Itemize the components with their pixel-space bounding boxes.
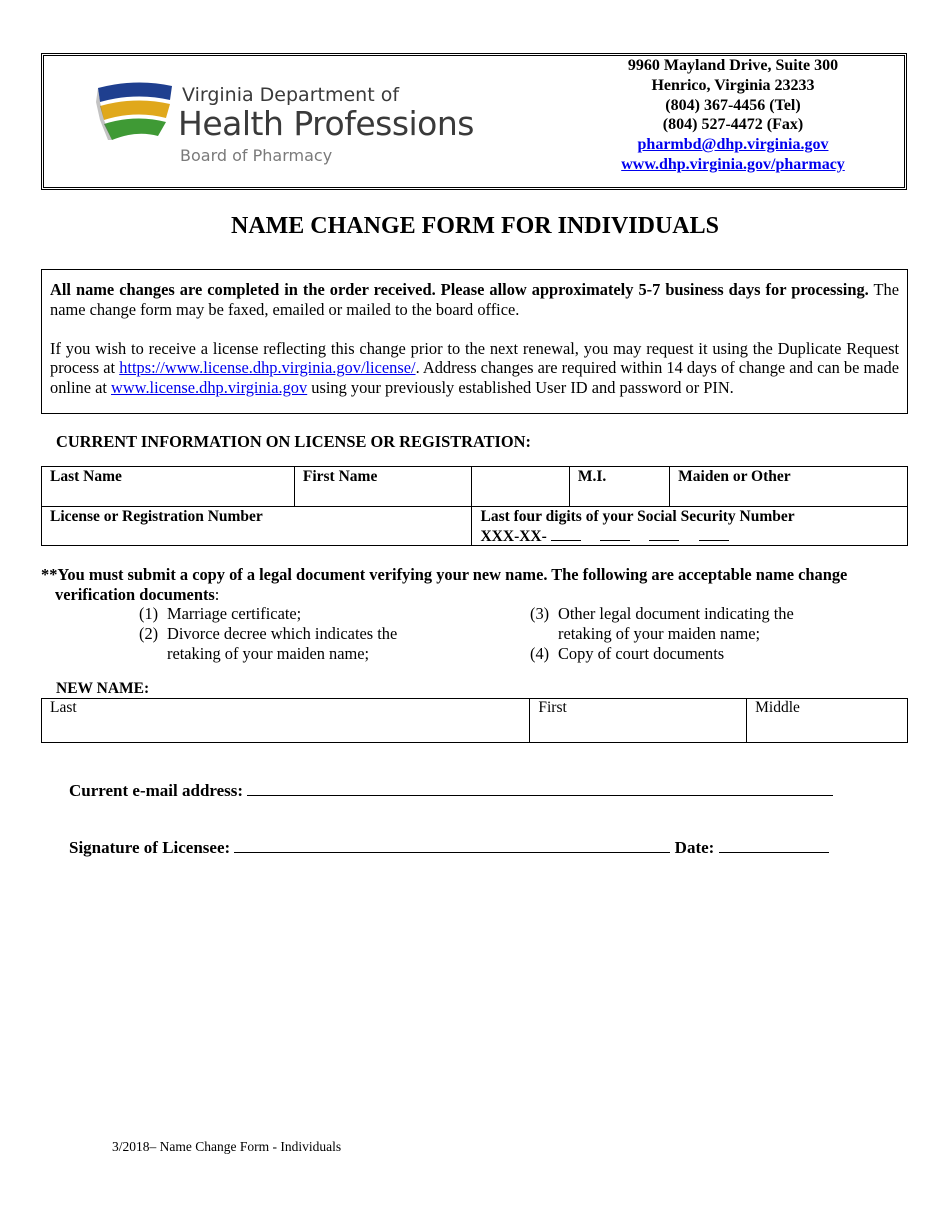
doc-item-2-text: Divorce decree which indicates the [167,624,398,643]
doc-item-1-num: (1) [139,604,159,623]
new-first-name-field[interactable]: First [530,699,747,743]
notice-p2-part1: If you wish to receive a license reflecting this change prior to the next renewal, you may request it using the Duplicate Request process at [50,338,899,378]
doc-item-3 [530,604,794,643]
signature-label: Signature of Licensee: [69,838,231,857]
address-line1: 9960 Mayland Drive, Suite 300 [627,57,839,74]
date-label: Date: [674,838,715,857]
last-name-field[interactable]: Last Name [42,467,295,507]
ssn-cell [472,507,908,546]
notice-bold: All name changes are completed in the order received. Please allow approximately 5-7 business days for processing. [50,280,869,299]
logo-line1: Virginia Department of [182,84,400,106]
verification-lead-bold: **You must submit a copy of a legal document verifying your new name. The following are acceptable name change verification documents [41,565,848,604]
notice-paragraph-2 [50,339,899,398]
new-name-table [41,698,908,743]
contact-block [560,56,906,175]
email-link[interactable]: pharmbd@dhp.virginia.gov [637,136,829,154]
mi-field[interactable]: M.I. [569,467,669,507]
dhp-logo-icon [96,80,174,148]
license-number-field[interactable]: License or Registration Number [42,507,472,546]
doc-item-4 [530,644,724,664]
doc-item-3-num: (3) [530,604,550,623]
ssn-digit-2[interactable] [600,526,630,541]
doc-item-3-text: Other legal document indicating the [558,604,794,623]
website-link[interactable]: www.dhp.virginia.gov/pharmacy [621,155,845,173]
logo-line3: Board of Pharmacy [180,146,333,165]
footer: 3/2018– Name Change Form - Individuals [112,1139,342,1154]
ssn-divider [471,506,472,546]
signature-line[interactable] [234,838,670,853]
new-last-name-field[interactable]: Last [42,699,530,743]
notice-p2-part3: using your previously established User ID and password or PIN. [307,377,734,397]
doc-item-4-num: (4) [530,644,550,663]
doc-item-1 [139,604,301,624]
verification-lead-tail: : [214,584,220,604]
license-site-link[interactable]: www.license.dhp.virginia.gov [111,377,308,397]
phone: (804) 367-4456 (Tel) [665,96,801,114]
doc-item-2-text2: retaking of your maiden name; [167,643,370,663]
logo-line2: Health Professions [178,104,474,143]
dhp-logo [96,78,516,168]
doc-item-3-text2: retaking of your maiden name; [558,623,761,643]
notice-box [41,269,908,414]
date-line[interactable] [719,838,829,853]
duplicate-request-link[interactable]: https://www.license.dhp.virginia.gov/license/ [119,358,416,378]
new-name-heading: NEW NAME: [56,680,150,697]
ssn-label: Last four digits of your Social Security Number [480,508,795,525]
doc-item-2-num: (2) [139,624,159,643]
notice-p2-part2: . Address changes are required within 14 days of change and can be made online at [50,358,899,397]
new-middle-name-field[interactable]: Middle [747,699,908,743]
notice-text1: The name change form may be faxed, emailed or mailed to the board office. [50,280,899,319]
current-info-heading: CURRENT INFORMATION ON LICENSE OR REGISTRATION: [56,432,531,451]
doc-item-1-text: Marriage certificate; [167,604,302,623]
address-line2: Henrico, Virginia 23233 [651,76,815,94]
email-row [69,781,833,801]
ssn-digit-3[interactable] [649,526,679,541]
ssn-digit-4[interactable] [699,526,729,541]
first-name-field-extension [472,467,569,507]
ssn-digit-1[interactable] [551,526,581,541]
current-info-table [41,466,908,546]
page-title: NAME CHANGE FORM FOR INDIVIDUALS [230,213,719,239]
email-input-line[interactable] [247,781,833,796]
email-label: Current e-mail address: [69,781,244,800]
notice-paragraph-1 [50,280,899,319]
first-name-field[interactable]: First Name [294,467,472,507]
doc-item-2 [139,624,397,663]
verification-lead [41,565,911,604]
fax: (804) 527-4472 (Fax) [662,116,804,134]
signature-row [69,838,829,858]
verification-note [41,565,911,604]
maiden-name-field[interactable]: Maiden or Other [670,467,908,507]
doc-item-4-text: Copy of court documents [558,644,725,663]
ssn-prefix: XXX-XX- [480,528,547,545]
